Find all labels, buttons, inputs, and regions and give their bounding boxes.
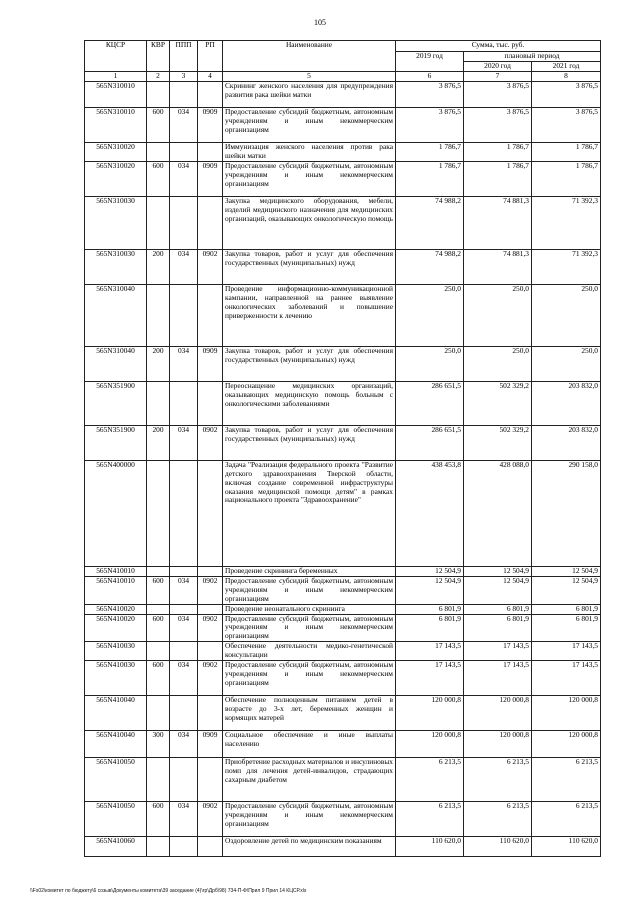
value-2021-cell: 250,0 (532, 346, 601, 381)
ppp-cell (170, 837, 198, 857)
rp-cell: 0902 (198, 249, 223, 284)
kcsr-cell: 565N410020 (85, 614, 147, 642)
kvr-cell (147, 604, 170, 614)
value-2019-cell: 6 801,9 (396, 614, 464, 642)
name-cell: Приобретение расходных материалов и инсулиновых помп для лечения детей-инвалидов, страдающих сахарным диабетом (223, 758, 396, 802)
rp-cell: 0909 (198, 731, 223, 758)
column-number: 4 (198, 72, 223, 82)
header-year-2021: 2021 год (532, 62, 601, 72)
table-row (85, 802, 601, 837)
rp-cell (198, 196, 223, 249)
value-2021-cell: 120 000,8 (532, 731, 601, 758)
value-2021-cell: 203 832,0 (532, 381, 601, 425)
value-2019-cell: 12 504,9 (396, 566, 464, 576)
header-plan-period: плановый период (464, 52, 601, 62)
value-2019-cell: 120 000,8 (396, 731, 464, 758)
value-2021-cell: 110 620,0 (532, 837, 601, 857)
value-2020-cell: 1 786,7 (464, 161, 532, 196)
column-number: 8 (532, 72, 601, 82)
table-body (85, 82, 601, 857)
kvr-cell (147, 143, 170, 162)
kcsr-cell: 565N410030 (85, 661, 147, 696)
value-2019-cell: 6 213,5 (396, 802, 464, 837)
name-cell: Закупка медицинского оборудования, мебели, изделий медицинского назначения для медицинских организаций, оказывающих онкологическую помощь (223, 196, 396, 249)
kcsr-cell: 565N410040 (85, 696, 147, 731)
kcsr-cell: 565N310030 (85, 249, 147, 284)
value-2019-cell: 286 651,5 (396, 381, 464, 425)
value-2019-cell: 110 620,0 (396, 837, 464, 857)
rp-cell: 0902 (198, 661, 223, 696)
value-2020-cell: 6 801,9 (464, 614, 532, 642)
footer-file-path: \\Fs02\комитет по бюджету\6 созыв\Документы комитета\39 заседание (4)\гр\Дрб\98) 734-П-Ф\Прил 9 Прил 14 КЦСР.xls (30, 888, 307, 894)
kvr-cell: 600 (147, 802, 170, 837)
ppp-cell: 034 (170, 249, 198, 284)
value-2019-cell: 17 143,5 (396, 642, 464, 661)
name-cell: Предоставление субсидий бюджетным, автономным учреждениям и иным некоммерческим организациям (223, 576, 396, 604)
value-2020-cell: 17 143,5 (464, 642, 532, 661)
header-ppp: ППП (170, 41, 198, 72)
value-2020-cell: 12 504,9 (464, 576, 532, 604)
table-row (85, 249, 601, 284)
kcsr-cell: 565N310030 (85, 196, 147, 249)
value-2019-cell: 12 504,9 (396, 576, 464, 604)
value-2020-cell: 120 000,8 (464, 696, 532, 731)
value-2020-cell: 6 213,5 (464, 758, 532, 802)
header-sum: Сумма, тыс. руб. (396, 41, 601, 52)
table-row (85, 196, 601, 249)
kvr-cell (147, 284, 170, 346)
value-2019-cell: 3 876,5 (396, 82, 464, 108)
value-2019-cell: 438 453,8 (396, 460, 464, 566)
rp-cell (198, 566, 223, 576)
value-2021-cell: 6 213,5 (532, 802, 601, 837)
table-row (85, 346, 601, 381)
header-name: Наименование (223, 41, 396, 72)
value-2021-cell: 6 801,9 (532, 614, 601, 642)
kvr-cell (147, 837, 170, 857)
kcsr-cell: 565N410050 (85, 758, 147, 802)
value-2021-cell: 1 786,7 (532, 161, 601, 196)
table-row (85, 576, 601, 604)
rp-cell (198, 696, 223, 731)
kcsr-cell: 565N310010 (85, 82, 147, 108)
kvr-cell: 600 (147, 576, 170, 604)
value-2021-cell: 3 876,5 (532, 82, 601, 108)
kvr-cell: 300 (147, 731, 170, 758)
name-cell: Задача "Реализация федерального проекта "Развитие детского здравоохранения Тверской области, включая создание современной инфраструктуры оказания медицинской помощи детям" в рамках национального проекта "Здравоохранение" (223, 460, 396, 566)
name-cell: Предоставление субсидий бюджетным, автономным учреждениям и иным некоммерческим организациям (223, 108, 396, 143)
value-2021-cell: 250,0 (532, 284, 601, 346)
value-2019-cell: 74 988,2 (396, 249, 464, 284)
rp-cell (198, 82, 223, 108)
column-number: 6 (396, 72, 464, 82)
value-2020-cell: 6 213,5 (464, 802, 532, 837)
rp-cell: 0902 (198, 802, 223, 837)
rp-cell (198, 284, 223, 346)
value-2021-cell: 120 000,8 (532, 696, 601, 731)
kvr-cell (147, 566, 170, 576)
kvr-cell: 200 (147, 249, 170, 284)
kvr-cell (147, 196, 170, 249)
ppp-cell (170, 758, 198, 802)
ppp-cell: 034 (170, 425, 198, 460)
value-2019-cell: 6 801,9 (396, 604, 464, 614)
ppp-cell (170, 284, 198, 346)
name-cell: Предоставление субсидий бюджетным, автономным учреждениям и иным некоммерческим организациям (223, 161, 396, 196)
value-2020-cell: 250,0 (464, 346, 532, 381)
name-cell: Закупка товаров, работ и услуг для обеспечения государственных (муниципальных) нужд (223, 346, 396, 381)
value-2019-cell: 6 213,5 (396, 758, 464, 802)
table-row (85, 604, 601, 614)
value-2019-cell: 3 876,5 (396, 108, 464, 143)
rp-cell (198, 758, 223, 802)
kcsr-cell: 565N310040 (85, 346, 147, 381)
name-cell: Проведение скрининга беременных (223, 566, 396, 576)
value-2021-cell: 6 801,9 (532, 604, 601, 614)
kvr-cell: 600 (147, 108, 170, 143)
ppp-cell: 034 (170, 346, 198, 381)
ppp-cell: 034 (170, 576, 198, 604)
column-number: 5 (223, 72, 396, 82)
name-cell: Закупка товаров, работ и услуг для обеспечения государственных (муниципальных) нужд (223, 249, 396, 284)
value-2019-cell: 286 651,5 (396, 425, 464, 460)
value-2020-cell: 17 143,5 (464, 661, 532, 696)
column-number: 2 (147, 72, 170, 82)
header-kcsr: КЦСР (85, 41, 147, 72)
column-number: 1 (85, 72, 147, 82)
kvr-cell: 600 (147, 161, 170, 196)
value-2021-cell: 290 158,0 (532, 460, 601, 566)
value-2020-cell: 120 000,8 (464, 731, 532, 758)
kvr-cell (147, 642, 170, 661)
ppp-cell: 034 (170, 614, 198, 642)
kcsr-cell: 565N410060 (85, 837, 147, 857)
ppp-cell (170, 642, 198, 661)
rp-cell (198, 837, 223, 857)
name-cell: Проведение неонатального скрининга (223, 604, 396, 614)
value-2020-cell: 110 620,0 (464, 837, 532, 857)
kvr-cell (147, 82, 170, 108)
ppp-cell: 034 (170, 161, 198, 196)
ppp-cell (170, 196, 198, 249)
kvr-cell: 200 (147, 425, 170, 460)
kvr-cell (147, 696, 170, 731)
table-row (85, 143, 601, 162)
value-2021-cell: 12 504,9 (532, 566, 601, 576)
column-number: 3 (170, 72, 198, 82)
name-cell: Переоснащение медицинских организаций, оказывающих медицинскую помощь больным с онкологическими заболеваниями (223, 381, 396, 425)
column-number-row (85, 72, 601, 82)
value-2021-cell: 6 213,5 (532, 758, 601, 802)
ppp-cell (170, 460, 198, 566)
table-row (85, 758, 601, 802)
table-row (85, 381, 601, 425)
table-row (85, 161, 601, 196)
value-2020-cell: 74 881,3 (464, 249, 532, 284)
header-year-2020: 2020 год (464, 62, 532, 72)
value-2020-cell: 1 786,7 (464, 143, 532, 162)
table-row (85, 82, 601, 108)
ppp-cell: 034 (170, 731, 198, 758)
name-cell: Предоставление субсидий бюджетным, автономным учреждениям и иным некоммерческим организациям (223, 802, 396, 837)
kcsr-cell: 565N400000 (85, 460, 147, 566)
ppp-cell: 034 (170, 802, 198, 837)
name-cell: Проведение информационно-коммуникационной кампании, направленной на раннее выявление онкологических заболеваний и повышение приверженности к лечению (223, 284, 396, 346)
header-kvr: КВР (147, 41, 170, 72)
table-row (85, 614, 601, 642)
name-cell: Закупка товаров, работ и услуг для обеспечения государственных (муниципальных) нужд (223, 425, 396, 460)
ppp-cell: 034 (170, 661, 198, 696)
ppp-cell (170, 381, 198, 425)
value-2021-cell: 12 504,9 (532, 576, 601, 604)
rp-cell (198, 460, 223, 566)
kcsr-cell: 565N351900 (85, 425, 147, 460)
name-cell: Предоставление субсидий бюджетным, автономным учреждениям и иным некоммерческим организациям (223, 614, 396, 642)
rp-cell: 0902 (198, 425, 223, 460)
ppp-cell: 034 (170, 108, 198, 143)
rp-cell (198, 381, 223, 425)
value-2021-cell: 1 786,7 (532, 143, 601, 162)
value-2021-cell: 17 143,5 (532, 661, 601, 696)
name-cell: Оздоровление детей по медицинским показаниям (223, 837, 396, 857)
kvr-cell (147, 381, 170, 425)
rp-cell: 0902 (198, 614, 223, 642)
kcsr-cell: 565N410050 (85, 802, 147, 837)
ppp-cell (170, 143, 198, 162)
kcsr-cell: 565N410020 (85, 604, 147, 614)
ppp-cell (170, 82, 198, 108)
value-2020-cell: 502 329,2 (464, 381, 532, 425)
kcsr-cell: 565N410010 (85, 576, 147, 604)
kvr-cell (147, 758, 170, 802)
table-row (85, 284, 601, 346)
rp-cell (198, 604, 223, 614)
rp-cell: 0902 (198, 576, 223, 604)
table-row (85, 642, 601, 661)
value-2020-cell: 6 801,9 (464, 604, 532, 614)
name-cell: Скрининг женского населения для предупреждения развития рака шейки матки (223, 82, 396, 108)
rp-cell (198, 143, 223, 162)
ppp-cell (170, 696, 198, 731)
name-cell: Обеспечение деятельности медико-генетической консультации (223, 642, 396, 661)
ppp-cell (170, 566, 198, 576)
column-number: 7 (464, 72, 532, 82)
value-2019-cell: 120 000,8 (396, 696, 464, 731)
page-number: 105 (314, 18, 326, 27)
table-row (85, 696, 601, 731)
kvr-cell: 200 (147, 346, 170, 381)
name-cell: Иммунизация женского населения против рака шейки матки (223, 143, 396, 162)
kvr-cell (147, 460, 170, 566)
table-row (85, 108, 601, 143)
value-2021-cell: 71 392,3 (532, 196, 601, 249)
kvr-cell: 600 (147, 614, 170, 642)
value-2021-cell: 203 832,0 (532, 425, 601, 460)
value-2021-cell: 3 876,5 (532, 108, 601, 143)
rp-cell: 0909 (198, 161, 223, 196)
kcsr-cell: 565N310010 (85, 108, 147, 143)
kcsr-cell: 565N410040 (85, 731, 147, 758)
ppp-cell (170, 604, 198, 614)
kvr-cell: 600 (147, 661, 170, 696)
rp-cell: 0909 (198, 108, 223, 143)
header-year-2019: 2019 год (396, 52, 464, 72)
value-2020-cell: 74 881,3 (464, 196, 532, 249)
value-2019-cell: 17 143,5 (396, 661, 464, 696)
kcsr-cell: 565N310040 (85, 284, 147, 346)
table-row (85, 837, 601, 857)
value-2019-cell: 250,0 (396, 284, 464, 346)
value-2020-cell: 502 329,2 (464, 425, 532, 460)
value-2020-cell: 3 876,5 (464, 82, 532, 108)
table-row (85, 566, 601, 576)
value-2020-cell: 428 088,0 (464, 460, 532, 566)
value-2019-cell: 250,0 (396, 346, 464, 381)
value-2019-cell: 74 988,2 (396, 196, 464, 249)
table-row (85, 460, 601, 566)
value-2020-cell: 3 876,5 (464, 108, 532, 143)
kcsr-cell: 565N310020 (85, 161, 147, 196)
value-2021-cell: 17 143,5 (532, 642, 601, 661)
table-row (85, 425, 601, 460)
name-cell: Социальное обеспечение и иные выплаты населению (223, 731, 396, 758)
rp-cell: 0909 (198, 346, 223, 381)
kcsr-cell: 565N410010 (85, 566, 147, 576)
value-2020-cell: 12 504,9 (464, 566, 532, 576)
kcsr-cell: 565N410030 (85, 642, 147, 661)
header-rp: РП (198, 41, 223, 72)
value-2019-cell: 1 786,7 (396, 143, 464, 162)
budget-table (84, 40, 601, 857)
rp-cell (198, 642, 223, 661)
table-row (85, 731, 601, 758)
kcsr-cell: 565N310020 (85, 143, 147, 162)
value-2019-cell: 1 786,7 (396, 161, 464, 196)
value-2021-cell: 71 392,3 (532, 249, 601, 284)
value-2020-cell: 250,0 (464, 284, 532, 346)
table-row (85, 661, 601, 696)
kcsr-cell: 565N351900 (85, 381, 147, 425)
name-cell: Предоставление субсидий бюджетным, автономным учреждениям и иным некоммерческим организациям (223, 661, 396, 696)
name-cell: Обеспечение полноценным питанием детей в возрасте до 3-х лет, беременных женщин и кормящих матерей (223, 696, 396, 731)
